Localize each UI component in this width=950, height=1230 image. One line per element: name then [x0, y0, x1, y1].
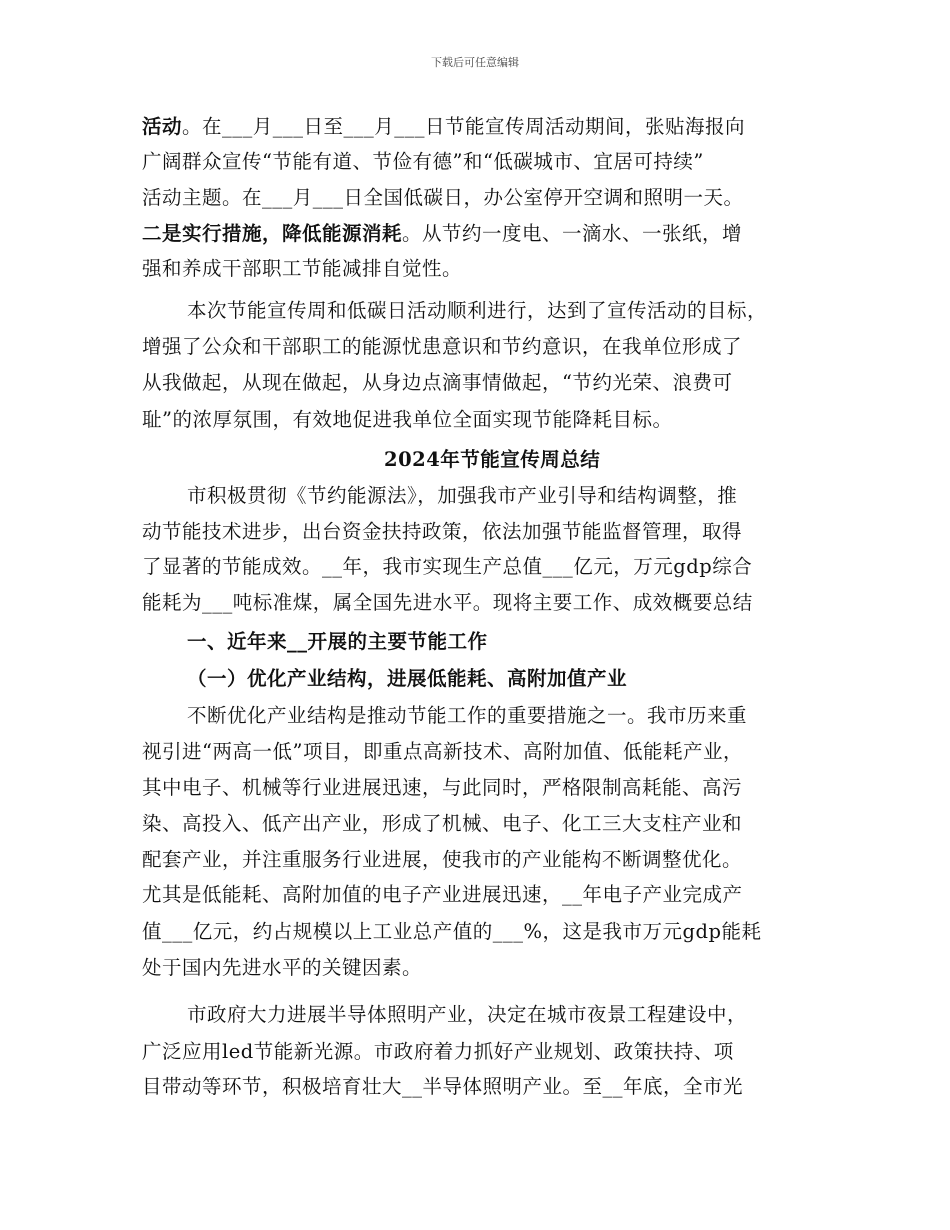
- paragraph-line: 值___亿元，约占规模以上工业总产值的___%，这是我市万元gdp能耗: [142, 920, 762, 943]
- paragraph-line: 其中电子、机械等行业进展迅速，与此同时，严格限制高耗能、高污: [142, 776, 743, 799]
- bold-phrase: 二是实行措施，降低能源消耗: [142, 222, 403, 245]
- subsection-heading: （一）优化产业结构，进展低能耗、高附加值产业: [187, 667, 628, 690]
- paragraph-line: 动节能技术进步，出台资金扶持政策，依法加强节能监督管理，取得: [142, 520, 743, 543]
- paragraph-line: 市政府大力进展半导体照明产业，决定在城市夜景工程建设中，: [187, 1003, 748, 1026]
- paragraph-line: 本次节能宣传周和低碳日活动顺利进行，达到了宣传活动的目标，: [187, 299, 768, 322]
- paragraph-line: 强和养成干部职工节能减排自觉性。: [142, 257, 463, 280]
- paragraph-line: 了显著的节能成效。__年，我市实现生产总值___亿元，万元gdp综合: [142, 555, 753, 578]
- paragraph-line: 耻”的浓厚氛围，有效地促进我单位全面实现节能降耗目标。: [142, 408, 673, 431]
- paragraph-line: 配套产业，并注重服务行业进展，使我市的产业能构不断调整优化。: [142, 848, 743, 871]
- bold-phrase: 活动: [142, 115, 183, 138]
- section-heading: 一、近年来__开展的主要节能工作: [187, 630, 488, 653]
- paragraph-line: 目带动等环节，积极培育壮大__半导体照明产业。至__年底，全市光: [142, 1075, 744, 1098]
- paragraph-line: 从我做起，从现在做起，从身边点滴事情做起，“节约光荣、浪费可: [142, 371, 733, 394]
- paragraph-line: 广泛应用led节能新光源。市政府着力抓好产业规划、政策扶持、项: [142, 1040, 734, 1063]
- paragraph-line: 市积极贯彻《节约能源法》，加强我市产业引导和结构调整，推: [187, 484, 738, 507]
- paragraph-line: 活动主题。在___月___日全国低碳日，办公室停开空调和照明一天。: [142, 186, 744, 209]
- paragraph-line: 尤其是低能耗、高附加值的电子产业进展迅速，__年电子产业完成产: [142, 883, 743, 906]
- paragraph-line: 染、高投入、低产出产业，形成了机械、电子、化工三大支柱产业和: [142, 812, 743, 835]
- line-text: 。从节约一度电、一滴水、一张纸，增: [402, 222, 743, 245]
- document-title: 2024年节能宣传周总结: [384, 448, 601, 471]
- page-header: 下载后可任意编辑: [431, 56, 519, 69]
- paragraph-line: 广阔群众宣传“节能有道、节俭有德”和“低碳城市、宜居可持续”: [142, 150, 704, 173]
- paragraph-line: 能耗为___吨标准煤，属全国先进水平。现将主要工作、成效概要总结: [142, 591, 753, 614]
- line-text: 。在___月___日至___月___日节能宣传周活动期间，张贴海报向: [182, 115, 746, 138]
- paragraph-line: 不断优化产业结构是推动节能工作的重要措施之一。我市历来重: [187, 704, 748, 727]
- paragraph-line: [142, 115, 745, 139]
- paragraph-line: 增强了公众和干部职工的能源忧患意识和节约意识，在我单位形成了: [142, 335, 743, 358]
- paragraph-line: 视引进“两高一低”项目，即重点高新技术、高附加值、低能耗产业，: [142, 740, 743, 763]
- paragraph-line: 处于国内先进水平的关键因素。: [142, 956, 423, 979]
- paragraph-line: [142, 222, 742, 246]
